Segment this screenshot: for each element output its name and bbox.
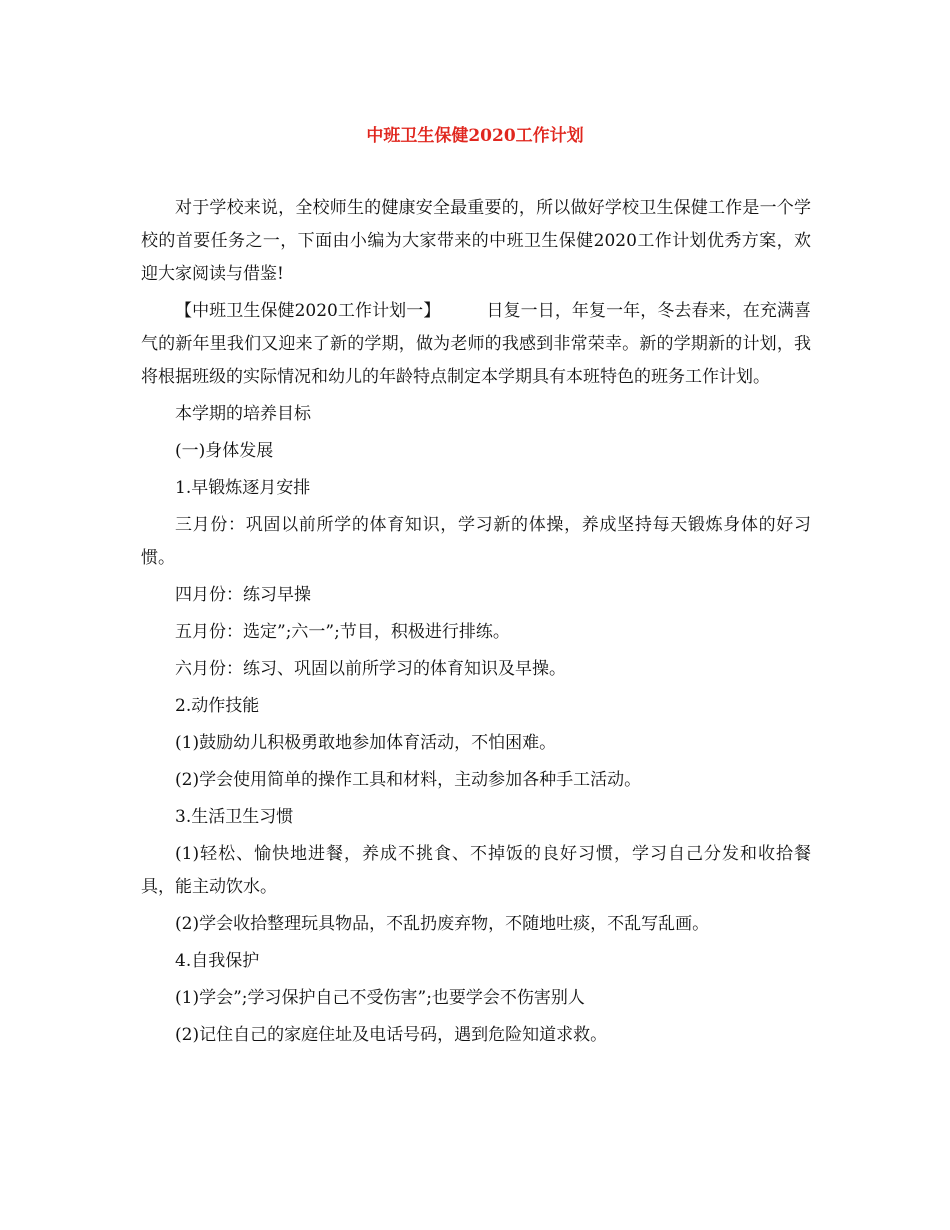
item4-point1: (1)学会”;学习保护自己不受伤害”;也要学会不伤害别人 [175, 988, 585, 1008]
item1-heading: 1.早锻炼逐月安排 [175, 478, 311, 498]
item3-heading: 3.生活卫生习惯 [175, 807, 294, 827]
part1-heading: (一)身体发展 [175, 441, 274, 461]
document-body [141, 192, 811, 1056]
june-plan: 六月份：练习、巩固以前所学习的体育知识及早操。 [175, 659, 566, 679]
march-plan: 三月份：巩固以前所学的体育知识，学习新的体操，养成坚持每天锻炼身体的好习惯。 [141, 515, 811, 568]
section1-paragraph [141, 295, 811, 394]
section1-text: 日复一日，年复一年，冬去春来，在充满喜气的新年里我们又迎来了新的学期，做为老师的我感到非常荣幸。新的学期新的计划，我将根据班级的实际情况和幼儿的年龄特点制定本学期具有本班特色的班务工作计划。 [141, 301, 812, 387]
may-plan: 五月份：选定”;六一”;节目，积极进行排练。 [175, 622, 510, 642]
goals-heading: 本学期的培养目标 [175, 404, 311, 424]
intro-paragraph: 对于学校来说，全校师生的健康安全最重要的，所以做好学校卫生保健工作是一个学校的首要任务之一，下面由小编为大家带来的中班卫生保健2020工作计划优秀方案，欢迎大家阅读与借鉴! [141, 198, 811, 284]
item2-heading: 2.动作技能 [175, 696, 260, 716]
item3-point1: (1)轻松、愉快地进餐，养成不挑食、不掉饭的良好习惯，学习自己分发和收拾餐具，能主动饮水。 [141, 844, 811, 897]
item4-heading: 4.自我保护 [175, 951, 260, 971]
item3-point2: (2)学会收拾整理玩具物品，不乱扔废弃物，不随地吐痰，不乱写乱画。 [175, 914, 710, 934]
april-plan: 四月份：练习早操 [175, 585, 311, 605]
section1-heading: 【中班卫生保健2020工作计划一】 [175, 301, 441, 321]
item2-point2: (2)学会使用简单的操作工具和材料，主动参加各种手工活动。 [175, 770, 642, 790]
item4-point2: (2)记住自己的家庭住址及电话号码，遇到危险知道求救。 [175, 1025, 608, 1045]
item2-point1: (1)鼓励幼儿积极勇敢地参加体育活动，不怕困难。 [175, 733, 557, 753]
document-title: 中班卫生保健2020工作计划 [366, 126, 584, 146]
